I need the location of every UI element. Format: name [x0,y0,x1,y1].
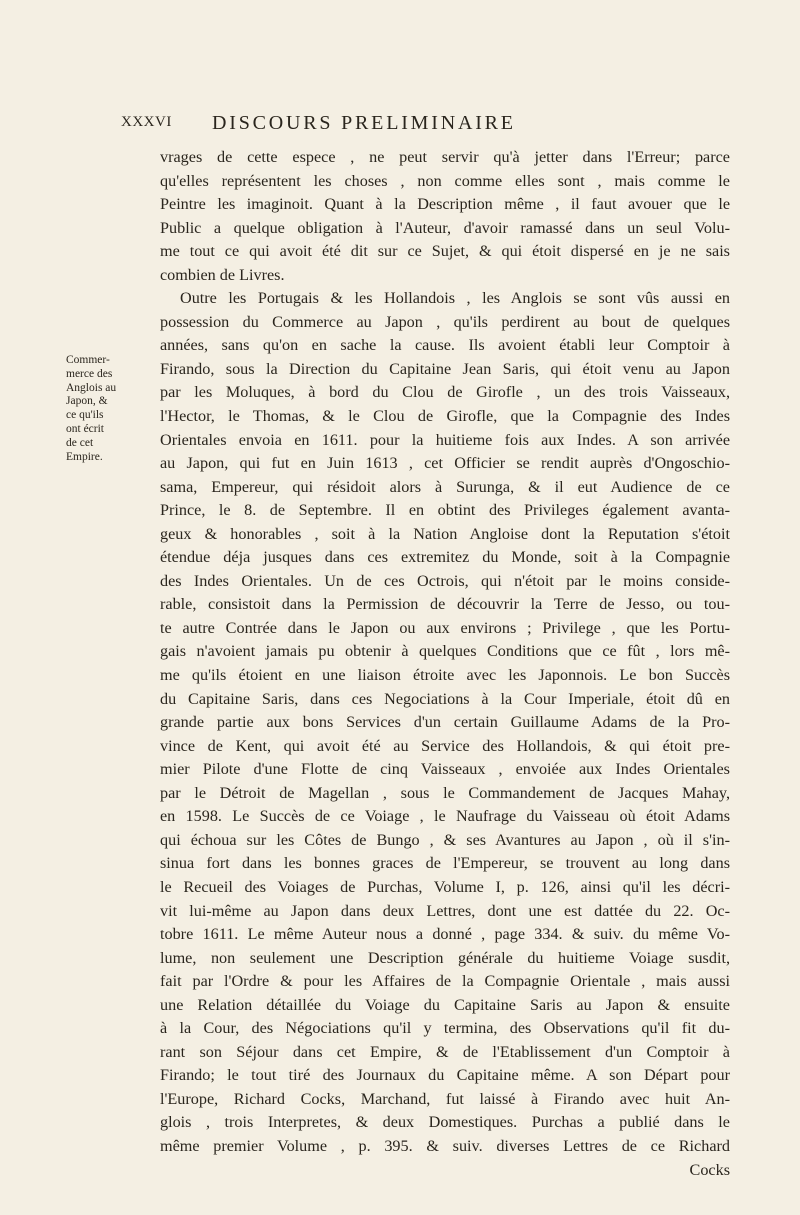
text-line: sinua fort dans les bonnes graces de l'Empereur, se trouvent au long dans [160,854,730,873]
marginal-note-line: ce qu'ils [66,409,104,422]
text-line: étendue déja jusques dans ces extremitez du Monde, soit à la Compagnie [160,548,730,567]
marginal-note-line: Japon, & [66,395,108,408]
text-line: vince de Kent, qui avoit été au Service des Hollandois, & qui étoit pre- [160,736,730,755]
text-line: à la Cour, des Négociations qu'il y termina, des Observations qu'il fit du- [160,1019,730,1038]
marginal-note-line: Anglois au [66,381,117,394]
text-line: me qu'ils étoient en une liaison étroite avec les Japonnois. Le bon Succès [160,666,730,685]
text-line: me tout ce qui avoit été dit sur ce Sujet, & qui étoit dispersé en je ne sais [160,242,730,261]
text-line: du Capitaine Saris, dans ces Negociations à la Cour Imperiale, étoit dû en [160,689,730,708]
text-line: tobre 1611. Le même Auteur nous a donné , page 334. & suiv. du même Vo- [160,925,730,944]
text-line: combien de Livres. [160,265,285,284]
text-line: des Indes Orientales. Un de ces Octrois, qui n'étoit par le moins conside- [160,571,730,590]
marginal-note [66,354,156,464]
text-line: par les Moluques, à bord du Clou de Girofle , un des trois Vaisseaux, [160,383,730,402]
running-title: DISCOURS PRELIMINAIRE [212,112,516,134]
catchword: Cocks [689,1160,730,1179]
text-line: qu'elles représentent les choses , non comme elles sont , mais comme le [160,171,730,190]
marginal-note-line: Commer- [66,354,110,366]
text-line: qui échoua sur les Côtes de Bungo , & ses Avantures au Japon , où il s'in- [160,830,730,849]
text-line: gais n'avoient jamais pu obtenir à quelques Conditions que ce fût , lors mê- [160,642,730,661]
text-line: sama, Empereur, qui résidoit alors à Surunga, & il eut Audience de ce [160,477,730,496]
text-line: rant son Séjour dans cet Empire, & de l'Etablissement d'un Comptoir à [160,1042,730,1061]
text-line: l'Hector, le Thomas, & le Clou de Girofle, que la Compagnie des Indes [160,407,730,426]
marginal-note-line: de cet [66,436,94,449]
body-text [160,146,730,1182]
text-line: Firando; le tout tiré des Journaux du Capitaine même. A son Départ pour [160,1066,730,1085]
text-line: Orientales envoia en 1611. pour la huitieme fois aux Indes. A son arrivée [160,430,730,449]
text-line: une Relation détaillée du Voiage du Capitaine Saris au Japon & ensuite [160,995,730,1014]
text-line: Public a quelque obligation à l'Auteur, d'avoir ramassé dans un seul Volu- [160,218,730,237]
text-line: possession du Commerce au Japon , qu'ils perdirent au bout de quelques [160,312,730,331]
marginal-note-line: Empire. [66,450,103,463]
text-line: geux & honorables , soit à la Nation Angloise dont la Reputation s'étoit [160,524,730,543]
text-line: Peintre les imaginoit. Quant à la Description même , il faut avouer que le [160,195,730,214]
page-number: XXXVI [121,114,172,130]
text-line: mier Pilote d'une Flotte de cinq Vaisseaux , envoiée aux Indes Orientales [160,760,730,779]
text-line: le Recueil des Voiages de Purchas, Volume I, p. 126, ainsi qu'il les décri- [160,877,730,896]
text-line: Outre les Portugais & les Hollandois , les Anglois se sont vûs aussi en [180,289,730,308]
text-line: en 1598. Le Succès de ce Voiage , le Naufrage du Vaisseau où étoit Adams [160,807,730,826]
text-line: vrages de cette espece , ne peut servir qu'à jetter dans l'Erreur; parce [160,148,730,166]
text-line: l'Europe, Richard Cocks, Marchand, fut laissé à Firando avec huit An- [160,1089,730,1108]
text-line: Prince, le 8. de Septembre. Il en obtint des Privileges également avanta- [160,501,730,520]
text-line: par le Détroit de Magellan , sous le Commandement de Jacques Mahay, [160,783,730,802]
text-line: fait par l'Ordre & pour les Affaires de la Compagnie Orientale , mais aussi [160,972,730,991]
text-line: années, sans qu'on en sache la cause. Ils avoient établi leur Comptoir à [160,336,730,355]
text-line: lume, non seulement une Description générale du huitieme Voiage susdit, [160,948,730,967]
marginal-note-line: ont écrit [66,422,104,435]
text-line: au Japon, qui fut en Juin 1613 , cet Officier se rendit auprès d'Ongoschio- [160,454,730,473]
text-line: rable, consistoit dans la Permission de découvrir la Terre de Jesso, ou tou- [160,595,730,614]
page-header [0,112,800,138]
text-line: même premier Volume , p. 395. & suiv. diverses Lettres de ce Richard [160,1136,730,1155]
text-line: grande partie aux bons Services d'un certain Guillaume Adams de la Pro- [160,713,730,732]
text-line: vit lui-même au Japon dans deux Lettres, dont une est dattée du 22. Oc- [160,901,730,920]
text-line: Firando, sous la Direction du Capitaine Jean Saris, qui étoit venu au Japon [160,359,730,378]
text-line: glois , trois Interpretes, & deux Domestiques. Purchas a publié dans le [160,1113,730,1132]
marginal-note-line: merce des [66,367,113,380]
text-line: te autre Contrée dans le Japon ou aux environs ; Privilege , que les Portu- [160,618,730,637]
